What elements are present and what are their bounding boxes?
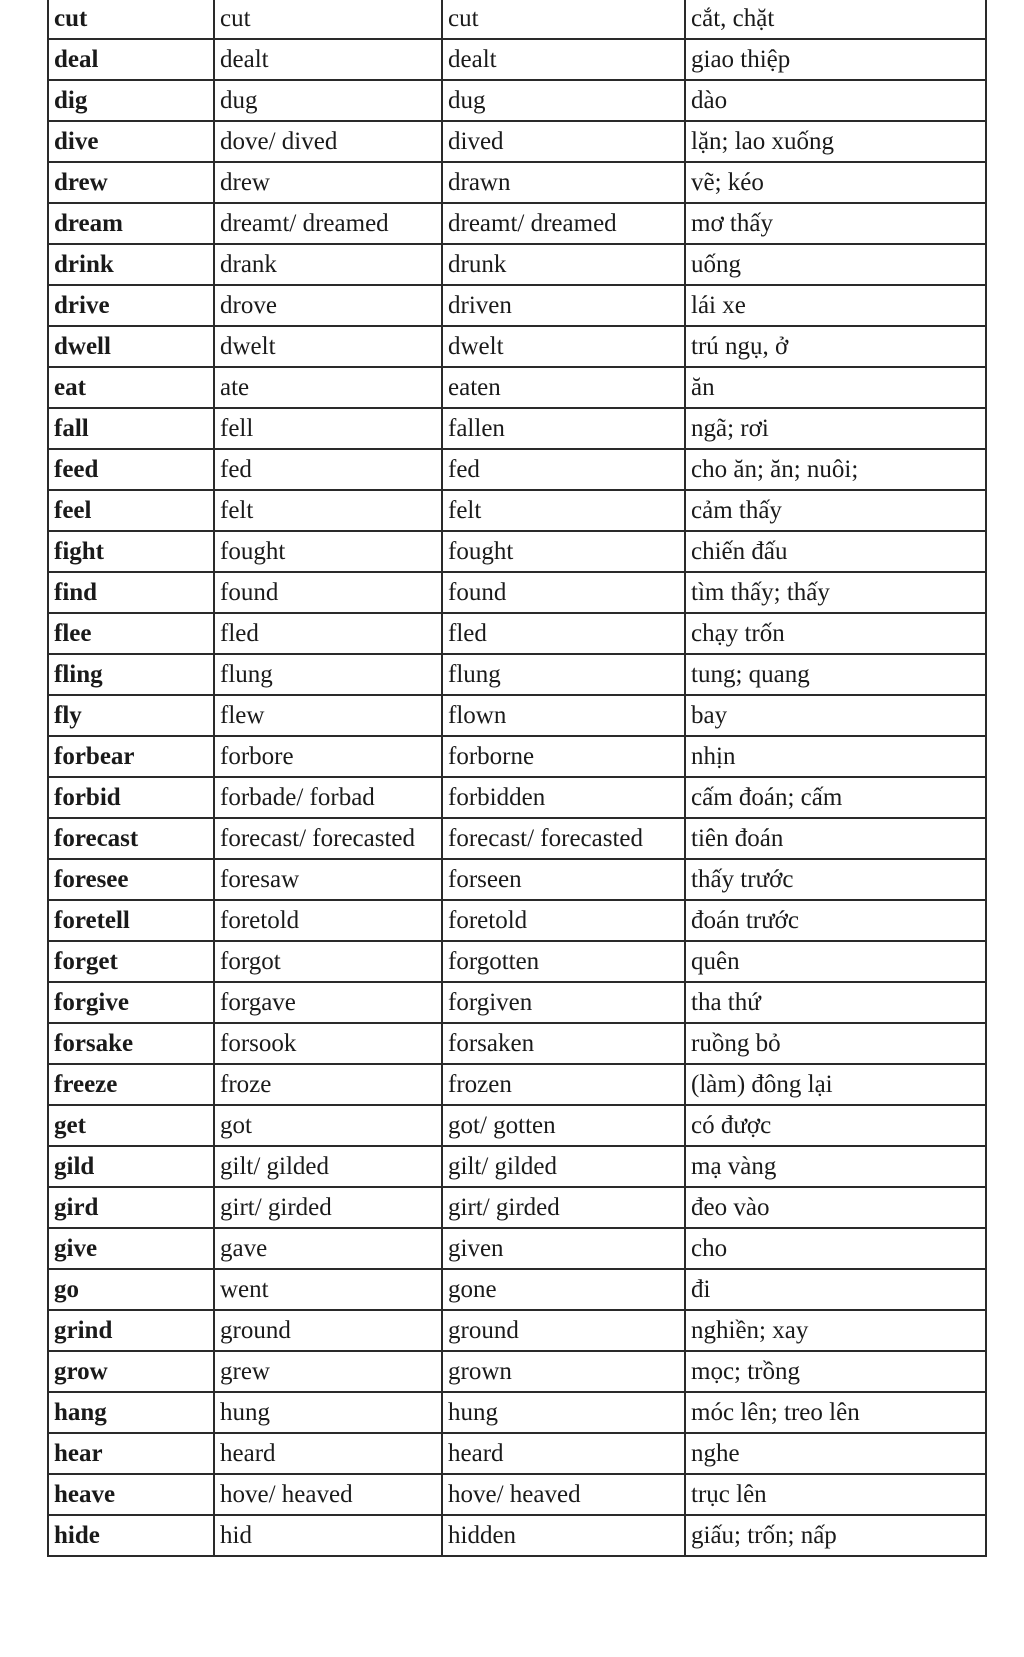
past-simple-cell: forbade/ forbad <box>214 777 442 818</box>
base-form-cell: drink <box>48 244 214 285</box>
meaning-cell: vẽ; kéo <box>685 162 986 203</box>
past-simple-cell: hid <box>214 1515 442 1556</box>
meaning-cell: (làm) đông lại <box>685 1064 986 1105</box>
table-row <box>48 900 986 941</box>
base-form-cell: hang <box>48 1392 214 1433</box>
past-simple-cell: froze <box>214 1064 442 1105</box>
past-simple-cell: gave <box>214 1228 442 1269</box>
table-row <box>48 736 986 777</box>
meaning-cell: đi <box>685 1269 986 1310</box>
meaning-cell: tung; quang <box>685 654 986 695</box>
base-form-cell: fight <box>48 531 214 572</box>
meaning-cell: nghe <box>685 1433 986 1474</box>
base-form-cell: eat <box>48 367 214 408</box>
past-participle-cell: hidden <box>442 1515 685 1556</box>
meaning-cell: lái xe <box>685 285 986 326</box>
table-row <box>48 1310 986 1351</box>
meaning-cell: cảm thấy <box>685 490 986 531</box>
base-form-cell: forbear <box>48 736 214 777</box>
past-simple-cell: grew <box>214 1351 442 1392</box>
meaning-cell: giao thiệp <box>685 39 986 80</box>
base-form-cell: gild <box>48 1146 214 1187</box>
past-simple-cell: girt/ girded <box>214 1187 442 1228</box>
past-simple-cell: fell <box>214 408 442 449</box>
base-form-cell: forbid <box>48 777 214 818</box>
table-row <box>48 162 986 203</box>
past-simple-cell: felt <box>214 490 442 531</box>
verb-table-body <box>48 0 986 1556</box>
table-row <box>48 695 986 736</box>
past-participle-cell: forseen <box>442 859 685 900</box>
past-simple-cell: dealt <box>214 39 442 80</box>
past-participle-cell: drawn <box>442 162 685 203</box>
past-simple-cell: drew <box>214 162 442 203</box>
past-simple-cell: hung <box>214 1392 442 1433</box>
table-row <box>48 1023 986 1064</box>
meaning-cell: giấu; trốn; nấp <box>685 1515 986 1556</box>
past-participle-cell: forgotten <box>442 941 685 982</box>
meaning-cell: chạy trốn <box>685 613 986 654</box>
past-simple-cell: ground <box>214 1310 442 1351</box>
past-participle-cell: driven <box>442 285 685 326</box>
meaning-cell: trú ngụ, ở <box>685 326 986 367</box>
table-row <box>48 1064 986 1105</box>
base-form-cell: get <box>48 1105 214 1146</box>
past-participle-cell: got/ gotten <box>442 1105 685 1146</box>
table-row <box>48 777 986 818</box>
past-participle-cell: dug <box>442 80 685 121</box>
table-row <box>48 941 986 982</box>
past-participle-cell: fallen <box>442 408 685 449</box>
base-form-cell: feel <box>48 490 214 531</box>
meaning-cell: dào <box>685 80 986 121</box>
table-row <box>48 1269 986 1310</box>
base-form-cell: fall <box>48 408 214 449</box>
base-form-cell: hide <box>48 1515 214 1556</box>
meaning-cell: đeo vào <box>685 1187 986 1228</box>
table-row <box>48 408 986 449</box>
base-form-cell: dive <box>48 121 214 162</box>
meaning-cell: mơ thấy <box>685 203 986 244</box>
past-simple-cell: flung <box>214 654 442 695</box>
meaning-cell: nhịn <box>685 736 986 777</box>
past-simple-cell: fed <box>214 449 442 490</box>
past-participle-cell: girt/ girded <box>442 1187 685 1228</box>
meaning-cell: trục lên <box>685 1474 986 1515</box>
past-participle-cell: frozen <box>442 1064 685 1105</box>
base-form-cell: go <box>48 1269 214 1310</box>
base-form-cell: drive <box>48 285 214 326</box>
meaning-cell: cắt, chặt <box>685 0 986 39</box>
meaning-cell: chiến đấu <box>685 531 986 572</box>
past-simple-cell: forgot <box>214 941 442 982</box>
base-form-cell: feed <box>48 449 214 490</box>
table-row <box>48 285 986 326</box>
table-row <box>48 654 986 695</box>
table-row <box>48 367 986 408</box>
table-row <box>48 244 986 285</box>
meaning-cell: móc lên; treo lên <box>685 1392 986 1433</box>
past-participle-cell: flown <box>442 695 685 736</box>
meaning-cell: cho ăn; ăn; nuôi; <box>685 449 986 490</box>
meaning-cell: lặn; lao xuống <box>685 121 986 162</box>
base-form-cell: grow <box>48 1351 214 1392</box>
table-row <box>48 1105 986 1146</box>
table-row <box>48 1187 986 1228</box>
past-simple-cell: dwelt <box>214 326 442 367</box>
table-row <box>48 859 986 900</box>
base-form-cell: find <box>48 572 214 613</box>
meaning-cell: tiên đoán <box>685 818 986 859</box>
meaning-cell: bay <box>685 695 986 736</box>
base-form-cell: fling <box>48 654 214 695</box>
past-simple-cell: hove/ heaved <box>214 1474 442 1515</box>
past-simple-cell: drove <box>214 285 442 326</box>
past-participle-cell: found <box>442 572 685 613</box>
past-participle-cell: flung <box>442 654 685 695</box>
table-row <box>48 203 986 244</box>
base-form-cell: forecast <box>48 818 214 859</box>
past-simple-cell: gilt/ gilded <box>214 1146 442 1187</box>
past-participle-cell: dived <box>442 121 685 162</box>
base-form-cell: heave <box>48 1474 214 1515</box>
past-simple-cell: went <box>214 1269 442 1310</box>
past-simple-cell: fled <box>214 613 442 654</box>
table-row <box>48 1392 986 1433</box>
past-simple-cell: forsook <box>214 1023 442 1064</box>
meaning-cell: cấm đoán; cấm <box>685 777 986 818</box>
table-row <box>48 818 986 859</box>
table-row <box>48 326 986 367</box>
base-form-cell: dig <box>48 80 214 121</box>
meaning-cell: tha thứ <box>685 982 986 1023</box>
meaning-cell: đoán trước <box>685 900 986 941</box>
past-simple-cell: dove/ dived <box>214 121 442 162</box>
base-form-cell: dream <box>48 203 214 244</box>
table-row <box>48 449 986 490</box>
past-simple-cell: foresaw <box>214 859 442 900</box>
base-form-cell: drew <box>48 162 214 203</box>
past-participle-cell: forsaken <box>442 1023 685 1064</box>
past-simple-cell: heard <box>214 1433 442 1474</box>
past-participle-cell: given <box>442 1228 685 1269</box>
base-form-cell: gird <box>48 1187 214 1228</box>
table-row <box>48 531 986 572</box>
base-form-cell: hear <box>48 1433 214 1474</box>
past-simple-cell: forgave <box>214 982 442 1023</box>
base-form-cell: cut <box>48 0 214 39</box>
past-participle-cell: cut <box>442 0 685 39</box>
table-row <box>48 121 986 162</box>
past-simple-cell: drank <box>214 244 442 285</box>
past-simple-cell: foretold <box>214 900 442 941</box>
base-form-cell: foresee <box>48 859 214 900</box>
past-participle-cell: forecast/ forecasted <box>442 818 685 859</box>
past-participle-cell: hung <box>442 1392 685 1433</box>
table-row <box>48 572 986 613</box>
meaning-cell: ngã; rơi <box>685 408 986 449</box>
past-participle-cell: eaten <box>442 367 685 408</box>
past-participle-cell: forgiven <box>442 982 685 1023</box>
past-participle-cell: heard <box>442 1433 685 1474</box>
meaning-cell: nghiền; xay <box>685 1310 986 1351</box>
base-form-cell: forget <box>48 941 214 982</box>
past-participle-cell: gone <box>442 1269 685 1310</box>
past-participle-cell: dwelt <box>442 326 685 367</box>
table-row <box>48 80 986 121</box>
base-form-cell: fly <box>48 695 214 736</box>
table-row <box>48 1474 986 1515</box>
past-participle-cell: fought <box>442 531 685 572</box>
table-row <box>48 490 986 531</box>
meaning-cell: cho <box>685 1228 986 1269</box>
base-form-cell: deal <box>48 39 214 80</box>
meaning-cell: uống <box>685 244 986 285</box>
meaning-cell: ruồng bỏ <box>685 1023 986 1064</box>
past-simple-cell: dreamt/ dreamed <box>214 203 442 244</box>
base-form-cell: flee <box>48 613 214 654</box>
past-simple-cell: forecast/ forecasted <box>214 818 442 859</box>
base-form-cell: give <box>48 1228 214 1269</box>
base-form-cell: freeze <box>48 1064 214 1105</box>
past-participle-cell: drunk <box>442 244 685 285</box>
base-form-cell: grind <box>48 1310 214 1351</box>
past-simple-cell: found <box>214 572 442 613</box>
past-simple-cell: got <box>214 1105 442 1146</box>
past-participle-cell: fled <box>442 613 685 654</box>
table-row <box>48 39 986 80</box>
past-simple-cell: flew <box>214 695 442 736</box>
past-simple-cell: fought <box>214 531 442 572</box>
table-row <box>48 982 986 1023</box>
meaning-cell: ăn <box>685 367 986 408</box>
past-participle-cell: hove/ heaved <box>442 1474 685 1515</box>
base-form-cell: foretell <box>48 900 214 941</box>
table-row <box>48 613 986 654</box>
past-participle-cell: forborne <box>442 736 685 777</box>
past-participle-cell: ground <box>442 1310 685 1351</box>
meaning-cell: quên <box>685 941 986 982</box>
past-participle-cell: grown <box>442 1351 685 1392</box>
past-participle-cell: fed <box>442 449 685 490</box>
base-form-cell: dwell <box>48 326 214 367</box>
table-row <box>48 1351 986 1392</box>
base-form-cell: forsake <box>48 1023 214 1064</box>
table-row <box>48 1228 986 1269</box>
irregular-verb-table <box>47 0 987 1557</box>
past-simple-cell: forbore <box>214 736 442 777</box>
table-row <box>48 0 986 39</box>
meaning-cell: có được <box>685 1105 986 1146</box>
table-row <box>48 1433 986 1474</box>
past-participle-cell: gilt/ gilded <box>442 1146 685 1187</box>
meaning-cell: thấy trước <box>685 859 986 900</box>
past-simple-cell: cut <box>214 0 442 39</box>
past-participle-cell: foretold <box>442 900 685 941</box>
past-participle-cell: dealt <box>442 39 685 80</box>
past-participle-cell: forbidden <box>442 777 685 818</box>
table-row <box>48 1515 986 1556</box>
past-participle-cell: felt <box>442 490 685 531</box>
past-simple-cell: dug <box>214 80 442 121</box>
base-form-cell: forgive <box>48 982 214 1023</box>
meaning-cell: mạ vàng <box>685 1146 986 1187</box>
meaning-cell: tìm thấy; thấy <box>685 572 986 613</box>
meaning-cell: mọc; trồng <box>685 1351 986 1392</box>
past-participle-cell: dreamt/ dreamed <box>442 203 685 244</box>
past-simple-cell: ate <box>214 367 442 408</box>
table-row <box>48 1146 986 1187</box>
